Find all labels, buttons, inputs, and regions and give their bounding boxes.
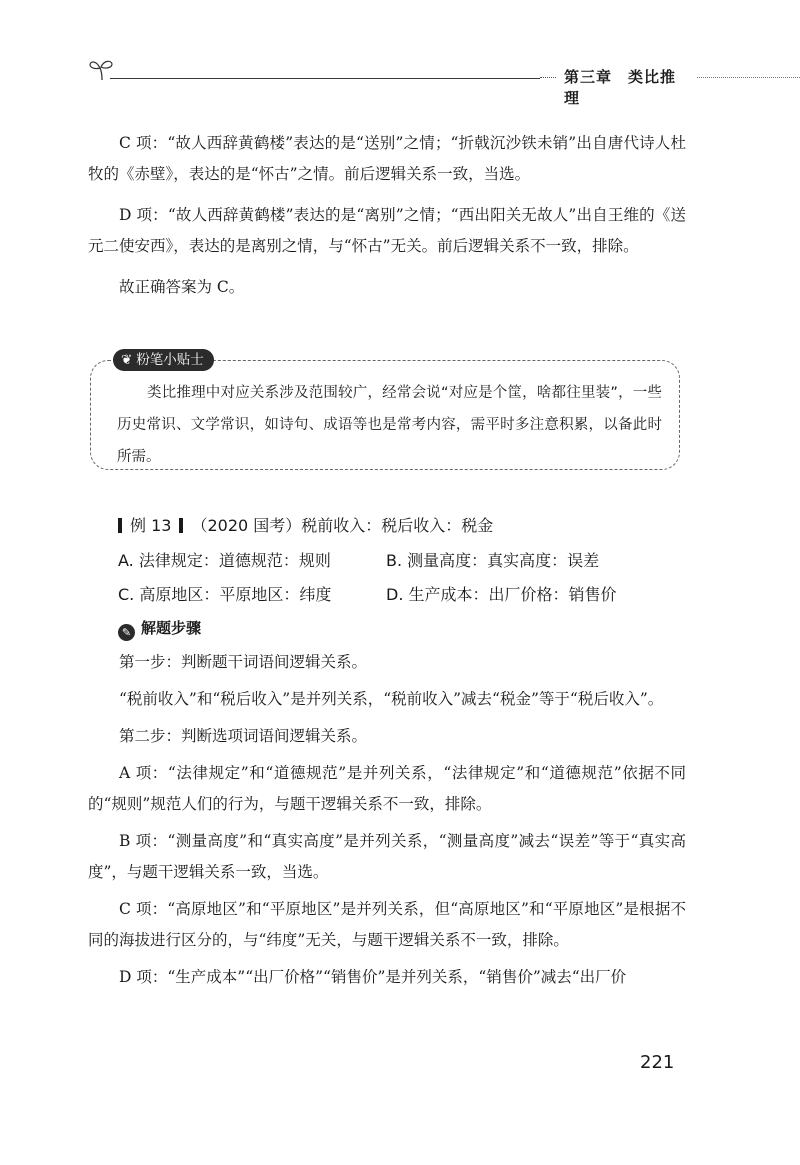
leaf-icon: ❦ bbox=[121, 352, 133, 368]
option-d: D. 生产成本：出厂价格：销售价 bbox=[386, 585, 617, 604]
chapter-number: 第三章 bbox=[564, 68, 613, 86]
tip-label-text: 粉笔小贴士 bbox=[136, 352, 204, 368]
option-c: C. 高原地区：平原地区：纬度 bbox=[118, 585, 332, 604]
paragraph: C 项：“故人西辞黄鹤楼”表达的是“送别”之情；“折戟沉沙铁未销”出自唐代诗人杜牧的《赤壁》，表达的是“怀古”之情。前后逻辑关系一致，当选。 bbox=[88, 134, 686, 183]
steps-heading bbox=[118, 617, 201, 641]
solution-paragraph: “税前收入”和“税后收入”是并列关系，“税前收入”减去“税金”等于“税后收入”。 bbox=[119, 690, 664, 708]
option-b: B. 测量高度：真实高度：误差 bbox=[386, 551, 600, 570]
header-rule bbox=[110, 78, 540, 79]
tip-label bbox=[113, 349, 214, 371]
chapter-title bbox=[556, 66, 696, 108]
pencil-icon: ✎ bbox=[118, 624, 135, 641]
solution-paragraph: C 项：“高原地区”和“平原地区”是并列关系，但“高原地区”和“平原地区”是根据不同的海拔进行区分的，与“纬度”无关，与题干逻辑关系不一致，排除。 bbox=[88, 900, 686, 949]
solution-body bbox=[88, 647, 686, 993]
solution-paragraph: A 项：“法律规定”和“道德规范”是并列关系，“法律规定”和“道德规范”依据不同的“规则”规范人们的行为，与题干逻辑关系不一致，排除。 bbox=[88, 764, 686, 813]
question-title bbox=[118, 512, 493, 540]
chapter-name: 类比推理 bbox=[564, 68, 677, 107]
steps-heading-text: 解题步骤 bbox=[141, 619, 202, 637]
tip-box bbox=[90, 352, 680, 470]
question-stem: （2020 国考）税前收入：税后收入：税金 bbox=[191, 516, 494, 535]
solution-step: 第一步：判断题干词语间逻辑关系。 bbox=[119, 653, 368, 671]
question-marker bbox=[179, 518, 183, 533]
answer-continuation bbox=[88, 128, 686, 303]
solution-paragraph: D 项：“生产成本”“出厂价格”“销售价”是并列关系，“销售价”减去“出厂价 bbox=[119, 968, 627, 986]
paragraph: D 项：“故人西辞黄鹤楼”表达的是“离别”之情；“西出阳关无故人”出自王维的《送元二使安西》，表达的是离别之情，与“怀古”无关。前后逻辑关系不一致，排除。 bbox=[88, 206, 686, 255]
question-marker bbox=[118, 518, 122, 533]
solution-paragraph: B 项：“测量高度”和“真实高度”是并列关系，“测量高度”减去“误差”等于“真实高度”，与题干逻辑关系一致，当选。 bbox=[88, 832, 686, 881]
question-number: 例 13 bbox=[130, 516, 172, 535]
header-dots-right bbox=[692, 77, 800, 78]
option-a: A. 法律规定：道德规范：规则 bbox=[118, 551, 331, 570]
tip-text: 类比推理中对应关系涉及范围较广，经常会说“对应是个筐，啥都往里装”，一些历史常识、文学常识，如诗句、成语等也是常考内容，需平时多注意积累，以备此时所需。 bbox=[117, 385, 662, 465]
solution-step: 第二步：判断选项词语间逻辑关系。 bbox=[119, 727, 368, 745]
answer-line: 故正确答案为 C。 bbox=[119, 278, 245, 296]
page-header bbox=[88, 52, 696, 107]
page-number: 221 bbox=[640, 1052, 675, 1073]
